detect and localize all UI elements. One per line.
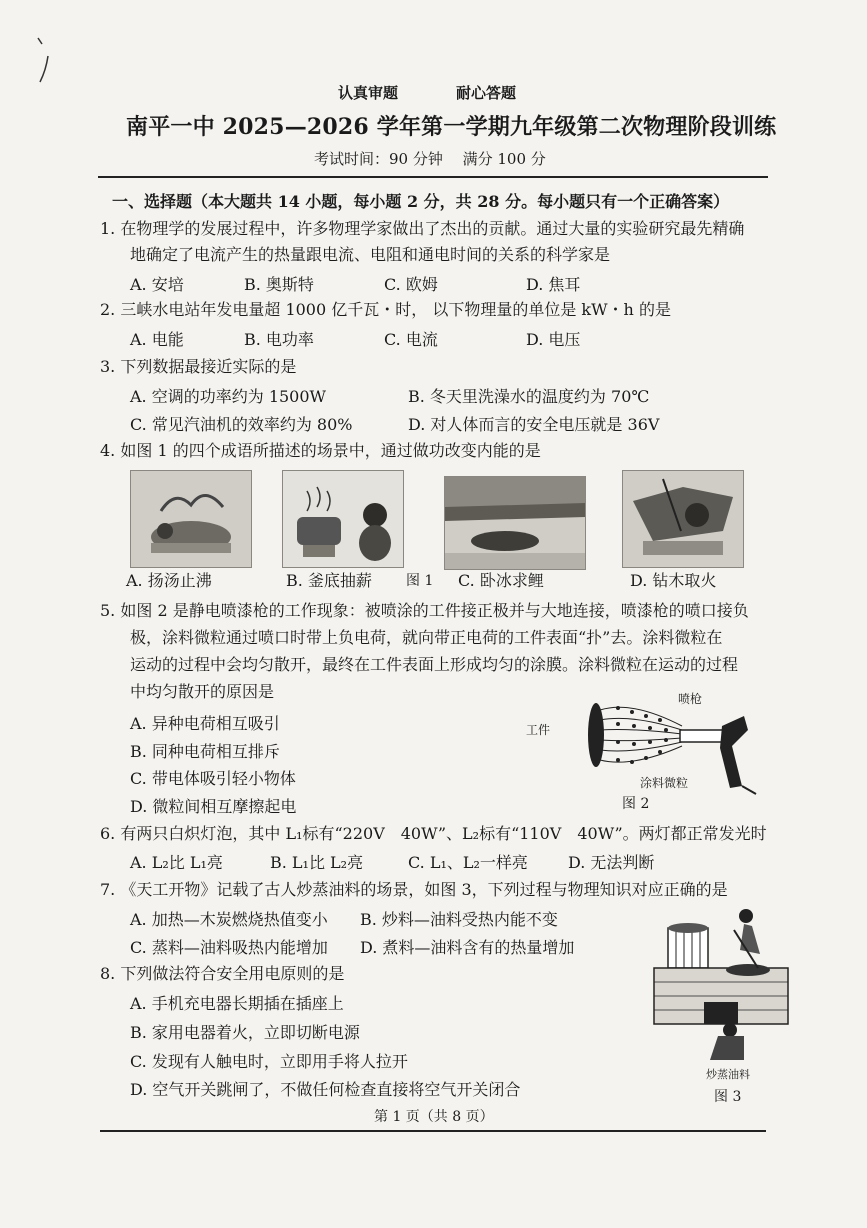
figure-1-image-c [444, 476, 586, 570]
pencil-mark [34, 34, 54, 84]
q1-option-a: A. 安培 [130, 275, 184, 294]
q3-option-b: B. 冬天里洗澡水的温度约为 70℃ [408, 387, 650, 406]
figure-1-image-a [130, 470, 252, 568]
q2-option-b: B. 电功率 [244, 330, 314, 349]
q4-option-a: A. 扬汤止沸 [126, 571, 212, 590]
question-4-line-1: 4. 如图 1 的四个成语所描述的场景中，通过做功改变内能的是 [100, 441, 541, 460]
q3-option-a: A. 空调的功率约为 1500W [130, 387, 326, 406]
question-5-line-3: 运动的过程中会均匀散开，最终在工件表面上形成均匀的涂膜。涂料微粒在运动的过程 [130, 655, 739, 674]
figure-3-oil-frying-illustration [648, 904, 798, 1064]
page-title: 南平一中 2025—2026 学年第一学期九年级第二次物理阶段训练 [126, 114, 777, 140]
question-1-line-2: 地确定了电流产生的热量跟电流、电阻和通电时间的关系的科学家是 [130, 245, 611, 264]
motto-right: 耐心答题 [456, 84, 517, 102]
q6-option-a: A. L₂比 L₁亮 [130, 853, 223, 872]
figure-2-workpiece-label: 工件 [526, 723, 551, 737]
q6-option-b: B. L₁比 L₂亮 [270, 853, 364, 872]
q6-option-c: C. L₁、L₂一样亮 [408, 853, 528, 872]
figure-2-gun-label: 喷枪 [678, 692, 703, 706]
q8-option-c: C. 发现有人触电时，立即用手将人拉开 [130, 1052, 408, 1071]
question-6-line-1: 6. 有两只白炽灯泡，其中 L₁标有“220V 40W”、L₂标有“110V 40W”。两灯都正常发光时 [100, 824, 767, 843]
q7-option-c: C. 蒸料—油料吸热内能增加 [130, 938, 328, 957]
q2-option-d: D. 电压 [526, 330, 581, 349]
question-5-line-1: 5. 如图 2 是静电喷漆枪的工作现象：被喷涂的工件接正极并与大地连接，喷漆枪的喷口接负 [100, 601, 749, 620]
q5-option-c: C. 带电体吸引轻小物体 [130, 769, 296, 788]
q1-option-b: B. 奥斯特 [244, 275, 314, 294]
figure-2-particles-label: 涂料微粒 [640, 776, 689, 790]
question-3-line-1: 3. 下列数据最接近实际的是 [100, 357, 297, 376]
question-8-line-1: 8. 下列做法符合安全用电原则的是 [100, 964, 345, 983]
question-5-line-4: 中均匀散开的原因是 [130, 682, 275, 701]
q2-option-a: A. 电能 [130, 330, 184, 349]
q5-option-b: B. 同种电荷相互排斥 [130, 742, 280, 761]
q4-option-c: C. 卧冰求鲤 [458, 571, 544, 590]
figure-3-label: 炒蒸油料 [706, 1068, 750, 1081]
figure-2-caption: 图 2 [622, 796, 650, 812]
question-5-line-2: 极，涂料微粒通过喷口时带上负电荷，就向带正电荷的工件表面“扑”去。涂料微粒在 [130, 628, 723, 647]
q2-option-c: C. 电流 [384, 330, 438, 349]
q3-option-c: C. 常见汽油机的效率约为 80% [130, 415, 353, 434]
question-7-line-1: 7. 《天工开物》记载了古人炒蒸油料的场景，如图 3，下列过程与物理知识对应正确的是 [100, 880, 728, 899]
q8-option-a: A. 手机充电器长期插在插座上 [130, 994, 344, 1013]
q1-option-d: D. 焦耳 [526, 275, 581, 294]
q4-option-b: B. 釜底抽薪 [286, 571, 372, 590]
q5-option-a: A. 异种电荷相互吸引 [130, 714, 280, 733]
q5-option-d: D. 微粒间相互摩擦起电 [130, 797, 297, 816]
footer-rule [100, 1130, 766, 1132]
figure-1-caption: 图 1 [406, 573, 434, 589]
exam-info: 考试时间：90 分钟 满分 100 分 [314, 150, 546, 168]
question-1-line-1: 1. 在物理学的发展过程中，许多物理学家做出了杰出的贡献。通过大量的实验研究最先精确 [100, 219, 745, 238]
q6-option-d: D. 无法判断 [568, 853, 655, 872]
q4-option-d: D. 钻木取火 [630, 571, 717, 590]
page-number: 第 1 页（共 8 页） [374, 1109, 494, 1125]
figure-1-image-d [622, 470, 744, 568]
q8-option-b: B. 家用电器着火，立即切断电源 [130, 1023, 360, 1042]
q7-option-b: B. 炒料—油料受热内能不变 [360, 910, 558, 929]
q7-option-d: D. 煮料—油料含有的热量增加 [360, 938, 575, 957]
q7-option-a: A. 加热—木炭燃烧热值变小 [130, 910, 328, 929]
section-heading: 一、选择题（本大题共 14 小题，每小题 2 分，共 28 分。每小题只有一个正确答案） [112, 192, 730, 211]
q3-option-d: D. 对人体而言的安全电压就是 36V [408, 415, 660, 434]
header-rule [98, 176, 768, 178]
figure-1-image-b [282, 470, 404, 568]
question-2-line-1: 2. 三峡水电站年发电量超 1000 亿千瓦・时， 以下物理量的单位是 kW・h 的是 [100, 300, 671, 319]
q1-option-c: C. 欧姆 [384, 275, 438, 294]
motto-left: 认真审题 [338, 84, 399, 102]
q8-option-d: D. 空气开关跳闸了，不做任何检查直接将空气开关闭合 [130, 1080, 521, 1099]
figure-3-caption: 图 3 [714, 1089, 742, 1105]
